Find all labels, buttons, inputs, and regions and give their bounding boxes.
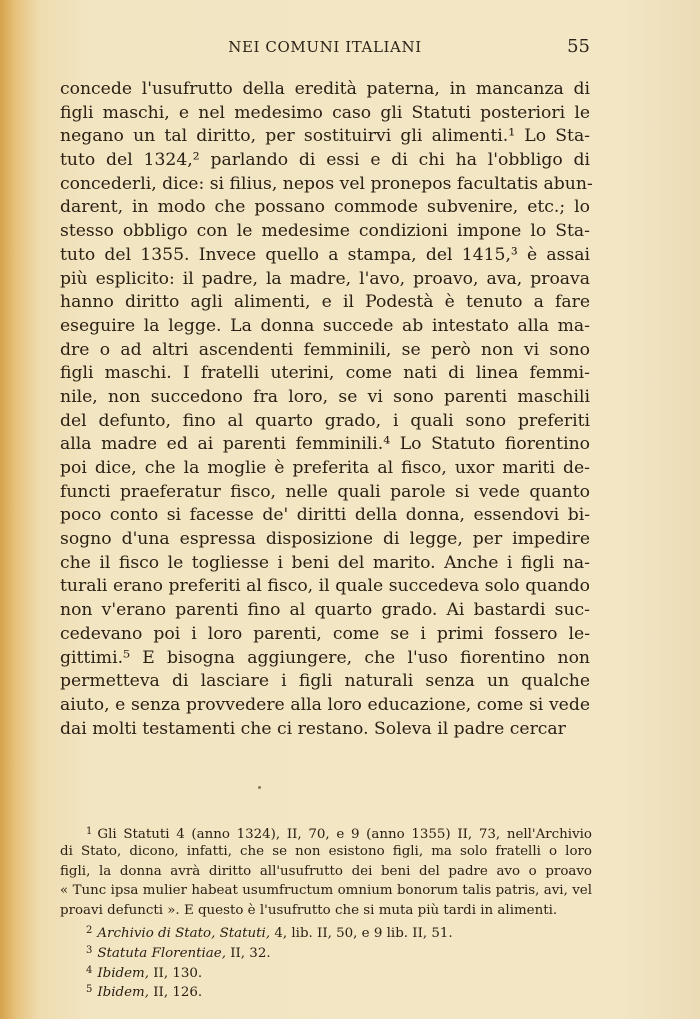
footnote-reference: 4, lib. II, 50, e 9 lib. II, 51. <box>270 925 453 941</box>
body-line: concede l'usufrutto della eredità paterna, in mancanza di <box>60 79 590 99</box>
body-line: negano un tal diritto, per sostituirvi gli alimenti.¹ Lo Sta- <box>60 126 590 147</box>
footnote-4 <box>60 961 592 981</box>
body-line: functi praeferatur fisco, nelle quali parole si vede quanto <box>60 481 590 502</box>
body-line: darent, in modo che possano commode subvenire, etc.; lo <box>60 197 590 218</box>
footnote-marker: 2 <box>86 924 93 936</box>
body-line: tuto del 1324,² parlando di essi e di chi ha l'obbligo di <box>60 150 590 171</box>
footnote-reference: II, 32. <box>225 945 271 961</box>
footnotes <box>60 822 592 1000</box>
footnote-text: Gli Statuti 4 (anno 1324), II, 70, e 9 (anno 1355) II, 73, nell'Archivio <box>97 827 592 842</box>
footnote-marker: 5 <box>86 984 93 996</box>
body-line: non v'erano parenti fino al quarto grado. Ai bastardi suc- <box>60 600 590 621</box>
page-header <box>60 36 590 60</box>
body-line: stesso obbligo con le medesime condizioni impone lo Sta- <box>60 221 590 242</box>
body-line: figli maschi. I fratelli uterini, come nati di linea femmi- <box>60 363 590 384</box>
footnote-1-line: « Tunc ipsa mulier habeat usumfructum omnium bonorum talis patris, avi, vel <box>60 883 592 899</box>
body-text <box>60 78 593 741</box>
body-line: del defunto, fino al quarto grado, i quali sono preferiti <box>60 410 590 431</box>
body-line: più esplicito: il padre, la madre, l'avo, proavo, ava, proava <box>60 268 590 289</box>
body-line: alla madre ed ai parenti femminili.⁴ Lo Statuto fiorentino <box>60 434 590 455</box>
page-number: 55 <box>567 36 590 57</box>
footnote-5 <box>60 980 592 1000</box>
footnote-marker: 4 <box>86 964 93 976</box>
body-line: eseguire la legge. La donna succede ab intestato alla ma- <box>60 315 590 336</box>
body-line: sogno d'una espressa disposizione di legge, per impedire <box>60 529 590 550</box>
body-line: turali erano preferiti al fisco, il quale succedeva solo quando <box>60 576 590 597</box>
body-line: aiuto, e senza provvedere alla loro educazione, come si vede <box>60 694 590 715</box>
body-line: nile, non succedono fra loro, se vi sono parenti maschili <box>60 386 590 407</box>
body-line: hanno diritto agli alimenti, e il Podestà è tenuto a fare <box>60 292 590 313</box>
print-speck <box>258 786 261 789</box>
body-line: dai molti testamenti che ci restano. Soleva il padre cercar <box>60 718 566 739</box>
body-line: che il fisco le togliesse i beni del marito. Anche i figli na- <box>60 552 590 573</box>
footnote-source: Statuta Florentiae, <box>97 945 226 961</box>
running-title: NEI COMUNI ITALIANI <box>228 38 422 56</box>
footnote-reference: II, 126. <box>148 985 203 1001</box>
body-line: dre o ad altri ascendenti femminili, se però non vi sono <box>60 339 590 360</box>
footnote-source: Ibidem, <box>97 985 149 1001</box>
footnote-1-line: figli, la donna avrà diritto all'usufrutto dei beni del padre avo o proavo <box>60 863 592 879</box>
footnote-source: Archivio di Stato, Statuti, <box>97 925 271 941</box>
footnote-1-line <box>60 822 592 842</box>
body-line: poi dice, che la moglie è preferita al fisco, uxor mariti de- <box>60 458 590 478</box>
body-line: cedevano poi i loro parenti, come se i primi fossero le- <box>60 623 590 644</box>
body-line: figli maschi, e nel medesimo caso gli Statuti posteriori le <box>60 102 590 123</box>
footnote-source: Ibidem, <box>97 965 149 981</box>
footnote-1-line: proavi defuncti ». E questo è l'usufrutto che si muta più tardi in alimenti. <box>60 903 558 919</box>
body-line: concederli, dice: si filius, nepos vel pronepos facultatis abun- <box>60 173 593 194</box>
footnote-3 <box>60 941 592 961</box>
footnote-marker: 3 <box>86 944 93 956</box>
body-line: poco conto si facesse de' diritti della donna, essendovi bi- <box>60 505 590 526</box>
body-line: tuto del 1355. Invece quello a stampa, del 1415,³ è assai <box>60 244 590 265</box>
body-line: permetteva di lasciare i figli naturali senza un qualche <box>60 671 590 692</box>
footnote-marker: 1 <box>86 826 93 837</box>
footnote-reference: II, 130. <box>148 965 203 981</box>
body-line: gittimi.⁵ E bisogna aggiungere, che l'uso fiorentino non <box>60 647 590 668</box>
footnote-1-line: di Stato, dicono, infatti, che se non esistono figli, ma solo fratelli o loro <box>60 843 592 859</box>
footnote-2 <box>60 921 592 941</box>
